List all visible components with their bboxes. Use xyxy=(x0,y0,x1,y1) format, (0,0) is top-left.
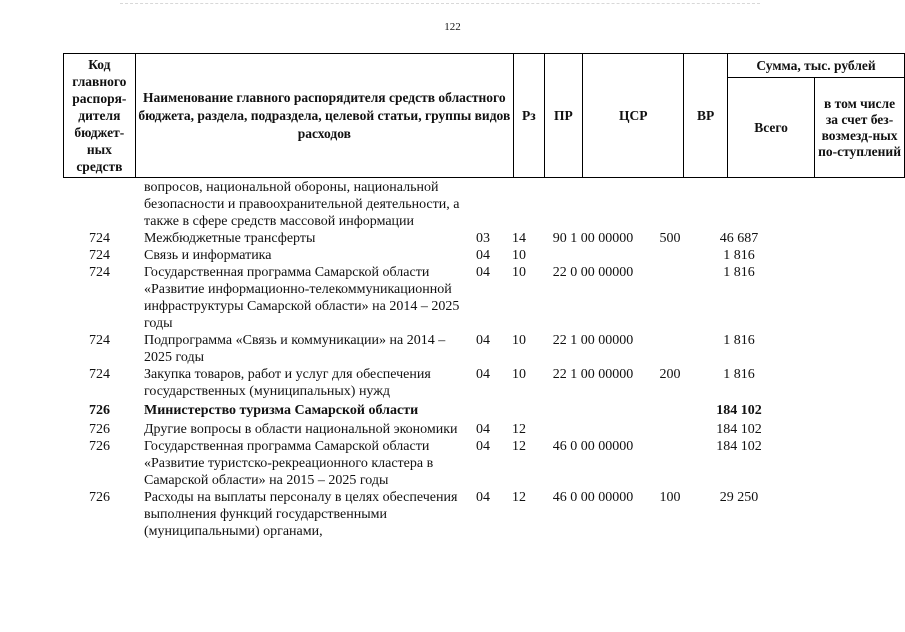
row-vsego: 1 816 xyxy=(723,248,755,263)
row-name: Государственная программа Самарской области «Развитие туристско-рекреационного кластера в Самарской области» на 2015 – 2025 годы xyxy=(144,439,434,488)
row-rz: 04 xyxy=(476,439,490,454)
row-name: Министерство туризма Самарской области xyxy=(144,403,419,418)
row-csr: 46 0 00 00000 xyxy=(552,439,634,454)
row-vsego: 1 816 xyxy=(723,265,755,280)
table-row xyxy=(63,332,883,366)
row-kod: 726 xyxy=(89,422,110,437)
header-vr: ВР xyxy=(684,54,728,178)
row-name: Связь и информатика xyxy=(144,248,272,263)
page-number: 122 xyxy=(444,21,461,33)
row-pr: 10 xyxy=(512,367,526,382)
row-csr: 22 0 00 00000 xyxy=(552,265,634,280)
row-name: Государственная программа Самарской области «Развитие информационно-телекоммуникационной инфраструктуры Самарской области» на 2014 – 2025 годы xyxy=(144,265,460,331)
row-vsego: 184 102 xyxy=(716,403,762,418)
header-name: Наименование главного распорядителя средств областного бюджета, раздела, подраздела, целевой статьи, группы видов расходов xyxy=(135,54,513,178)
table-row xyxy=(63,264,883,332)
row-rz: 03 xyxy=(476,231,490,246)
row-kod: 726 xyxy=(89,490,110,505)
row-csr: 22 1 00 00000 xyxy=(552,367,634,382)
row-pr: 10 xyxy=(512,248,526,263)
header-csr: ЦСР xyxy=(583,54,684,178)
row-csr: 22 1 00 00000 xyxy=(552,333,634,348)
row-vsego: 184 102 xyxy=(716,422,762,437)
row-kod: 724 xyxy=(89,248,110,263)
row-rz: 04 xyxy=(476,367,490,382)
row-name: Расходы на выплаты персоналу в целях обеспечения выполнения функций государственными (муниципальными) органами, xyxy=(144,490,458,539)
header-summa: Сумма, тыс. рублей xyxy=(728,54,905,78)
row-vsego: 184 102 xyxy=(716,439,762,454)
row-kod: 724 xyxy=(89,333,110,348)
table-header xyxy=(63,53,905,178)
row-vsego: 29 250 xyxy=(719,490,759,505)
row-pr: 10 xyxy=(512,333,526,348)
table-row xyxy=(63,366,883,400)
row-pr: 10 xyxy=(512,265,526,280)
row-name: Межбюджетные трансферты xyxy=(144,231,316,246)
row-rz: 04 xyxy=(476,490,490,505)
table-row xyxy=(63,230,883,247)
table-row xyxy=(63,421,883,438)
row-name: вопросов, национальной обороны, национальной безопасности и правоохранительной деятельности, а также в сфере средств массовой информации xyxy=(144,180,460,229)
header-pr: ПР xyxy=(544,54,582,178)
row-kod: 724 xyxy=(89,231,110,246)
row-rz: 04 xyxy=(476,248,490,263)
table-row xyxy=(63,438,883,489)
header-bezvozm: в том числе за счет без-возмезд-ных по-ступлений xyxy=(815,78,905,178)
row-pr: 12 xyxy=(512,490,526,505)
row-pr: 12 xyxy=(512,422,526,437)
row-csr: 90 1 00 00000 xyxy=(552,231,634,246)
table-row-ministry xyxy=(63,402,883,419)
header-vsego: Всего xyxy=(728,78,815,178)
row-csr: 46 0 00 00000 xyxy=(552,490,634,505)
scan-top-edge xyxy=(120,3,760,4)
row-vsego: 1 816 xyxy=(723,333,755,348)
table-row xyxy=(63,247,883,264)
row-rz: 04 xyxy=(476,265,490,280)
row-pr: 12 xyxy=(512,439,526,454)
header-rz: Рз xyxy=(513,54,544,178)
header-kod: Код главного распоря-дителя бюджет-ных средств xyxy=(64,54,136,178)
row-vsego: 46 687 xyxy=(719,231,759,246)
row-vr: 200 xyxy=(659,367,681,382)
row-kod: 724 xyxy=(89,367,110,382)
row-vsego: 1 816 xyxy=(723,367,755,382)
row-vr: 500 xyxy=(659,231,681,246)
table-row xyxy=(63,179,883,230)
row-kod: 724 xyxy=(89,265,110,280)
row-pr: 14 xyxy=(512,231,526,246)
row-rz: 04 xyxy=(476,333,490,348)
row-rz: 04 xyxy=(476,422,490,437)
row-name: Подпрограмма «Связь и коммуникации» на 2014 – 2025 годы xyxy=(144,333,446,365)
table-body xyxy=(63,179,883,540)
row-vr: 100 xyxy=(659,490,681,505)
table-row xyxy=(63,489,883,540)
row-name: Другие вопросы в области национальной экономики xyxy=(144,422,458,437)
row-kod: 726 xyxy=(89,439,110,454)
row-kod: 726 xyxy=(89,403,110,418)
row-name: Закупка товаров, работ и услуг для обеспечения государственных (муниципальных) нужд xyxy=(144,367,431,399)
